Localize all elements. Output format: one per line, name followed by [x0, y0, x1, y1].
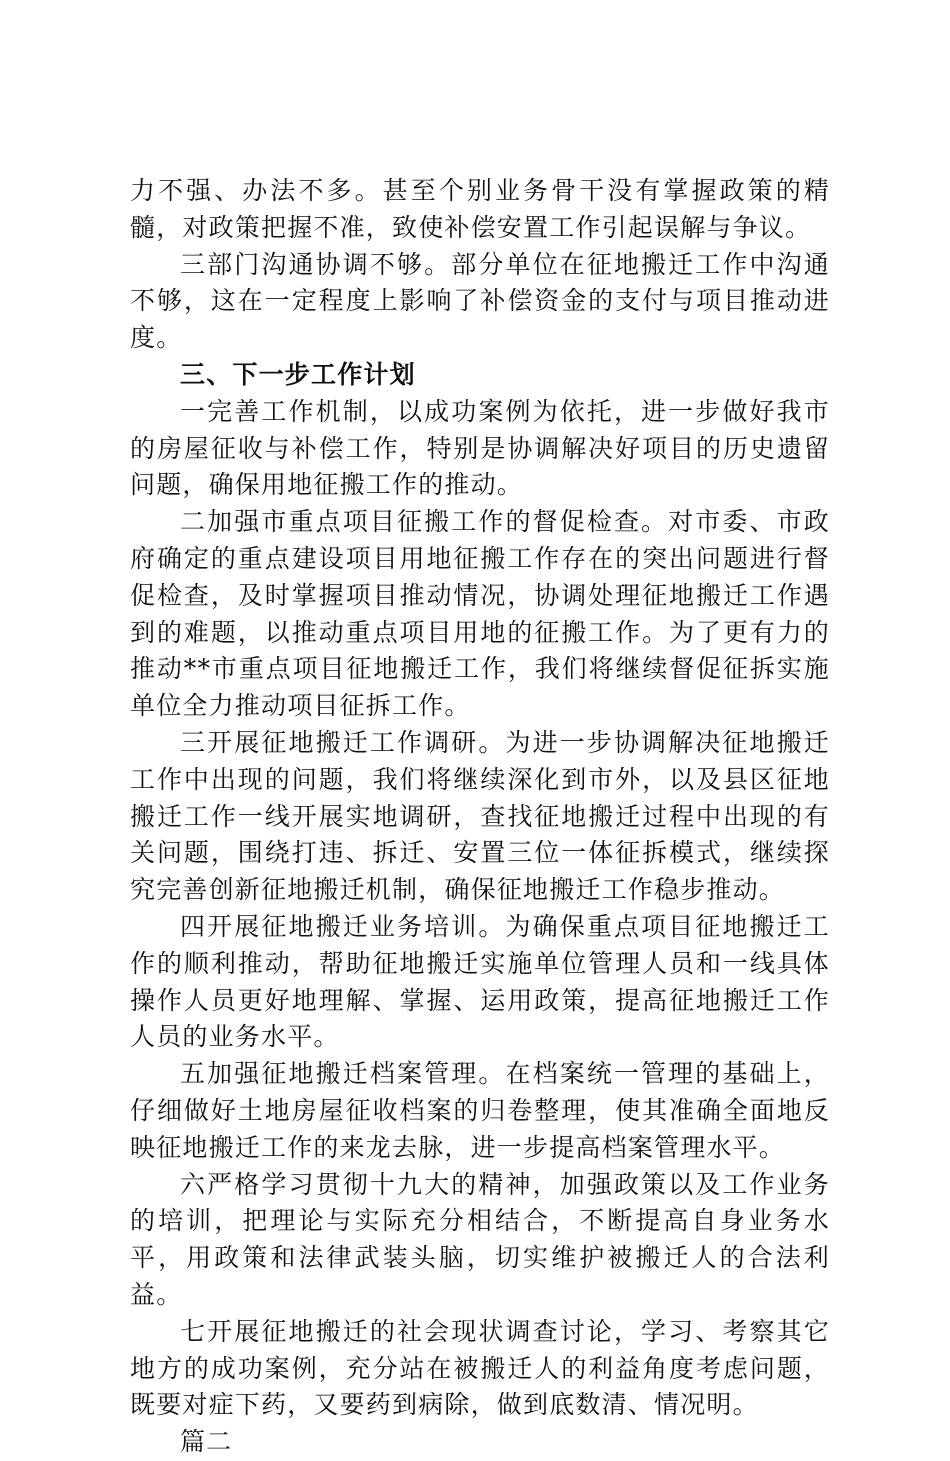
paragraph-plan-2: 二加强市重点项目征搬工作的督促检查。对市委、市政府确定的重点建设项目用地征搬工作存在的突出问题进行督促检查，及时掌握项目推动情况，协调处理征地搬迁工作遇到的难题，以推动重点项目用地的征搬工作。为了更有力的推动**市重点项目征地搬迁工作，我们将继续督促征拆实施单位全力推动项目征拆工作。	[130, 507, 830, 721]
document-body	[130, 173, 830, 1461]
paragraph-plan-1: 一完善工作机制，以成功案例为依托，进一步做好我市的房屋征收与补偿工作，特别是协调解决好项目的历史遗留问题，确保用地征搬工作的推动。	[130, 396, 830, 500]
section-heading: 三、下一步工作计划	[180, 359, 416, 389]
paragraph-continuation: 力不强、办法不多。甚至个别业务骨干没有掌握政策的精髓，对政策把握不准，致使补偿安置工作引起误解与争议。	[130, 176, 830, 242]
paragraph-plan-3: 三开展征地搬迁工作调研。为进一步协调解决征地搬迁工作中出现的问题，我们将继续深化到市外，以及县区征地搬迁工作一线开展实地调研，查找征地搬迁过程中出现的有关问题，围绕打违、拆迁、安置三位一体征拆模式，继续探究完善创新征地搬迁机制，确保征地搬迁工作稳步推动。	[130, 727, 830, 905]
paragraph-issue-communication: 三部门沟通协调不够。部分单位在征地搬迁工作中沟通不够，这在一定程度上影响了补偿资金的支付与项目推动进度。	[130, 249, 830, 353]
paragraph-next-part: 篇二	[180, 1427, 233, 1457]
paragraph-plan-7: 七开展征地搬迁的社会现状调查讨论，学习、考察其它地方的成功案例，充分站在被搬迁人的利益角度考虑问题，既要对症下药，又要药到病除，做到底数清、情况明。	[130, 1316, 830, 1420]
paragraph-plan-4: 四开展征地搬迁业务培训。为确保重点项目征地搬迁工作的顺利推动，帮助征地搬迁实施单位管理人员和一线具体操作人员更好地理解、掌握、运用政策，提高征地搬迁工作人员的业务水平。	[130, 911, 830, 1052]
paragraph-plan-5: 五加强征地搬迁档案管理。在档案统一管理的基础上，仔细做好土地房屋征收档案的归卷整理，使其准确全面地反映征地搬迁工作的来龙去脉，进一步提高档案管理水平。	[130, 1059, 830, 1162]
paragraph-plan-6: 六严格学习贯彻十九大的精神，加强政策以及工作业务的培训，把理论与实际充分相结合，不断提高自身业务水平，用政策和法律武装头脑，切实维护被搬迁人的合法利益。	[130, 1169, 830, 1309]
